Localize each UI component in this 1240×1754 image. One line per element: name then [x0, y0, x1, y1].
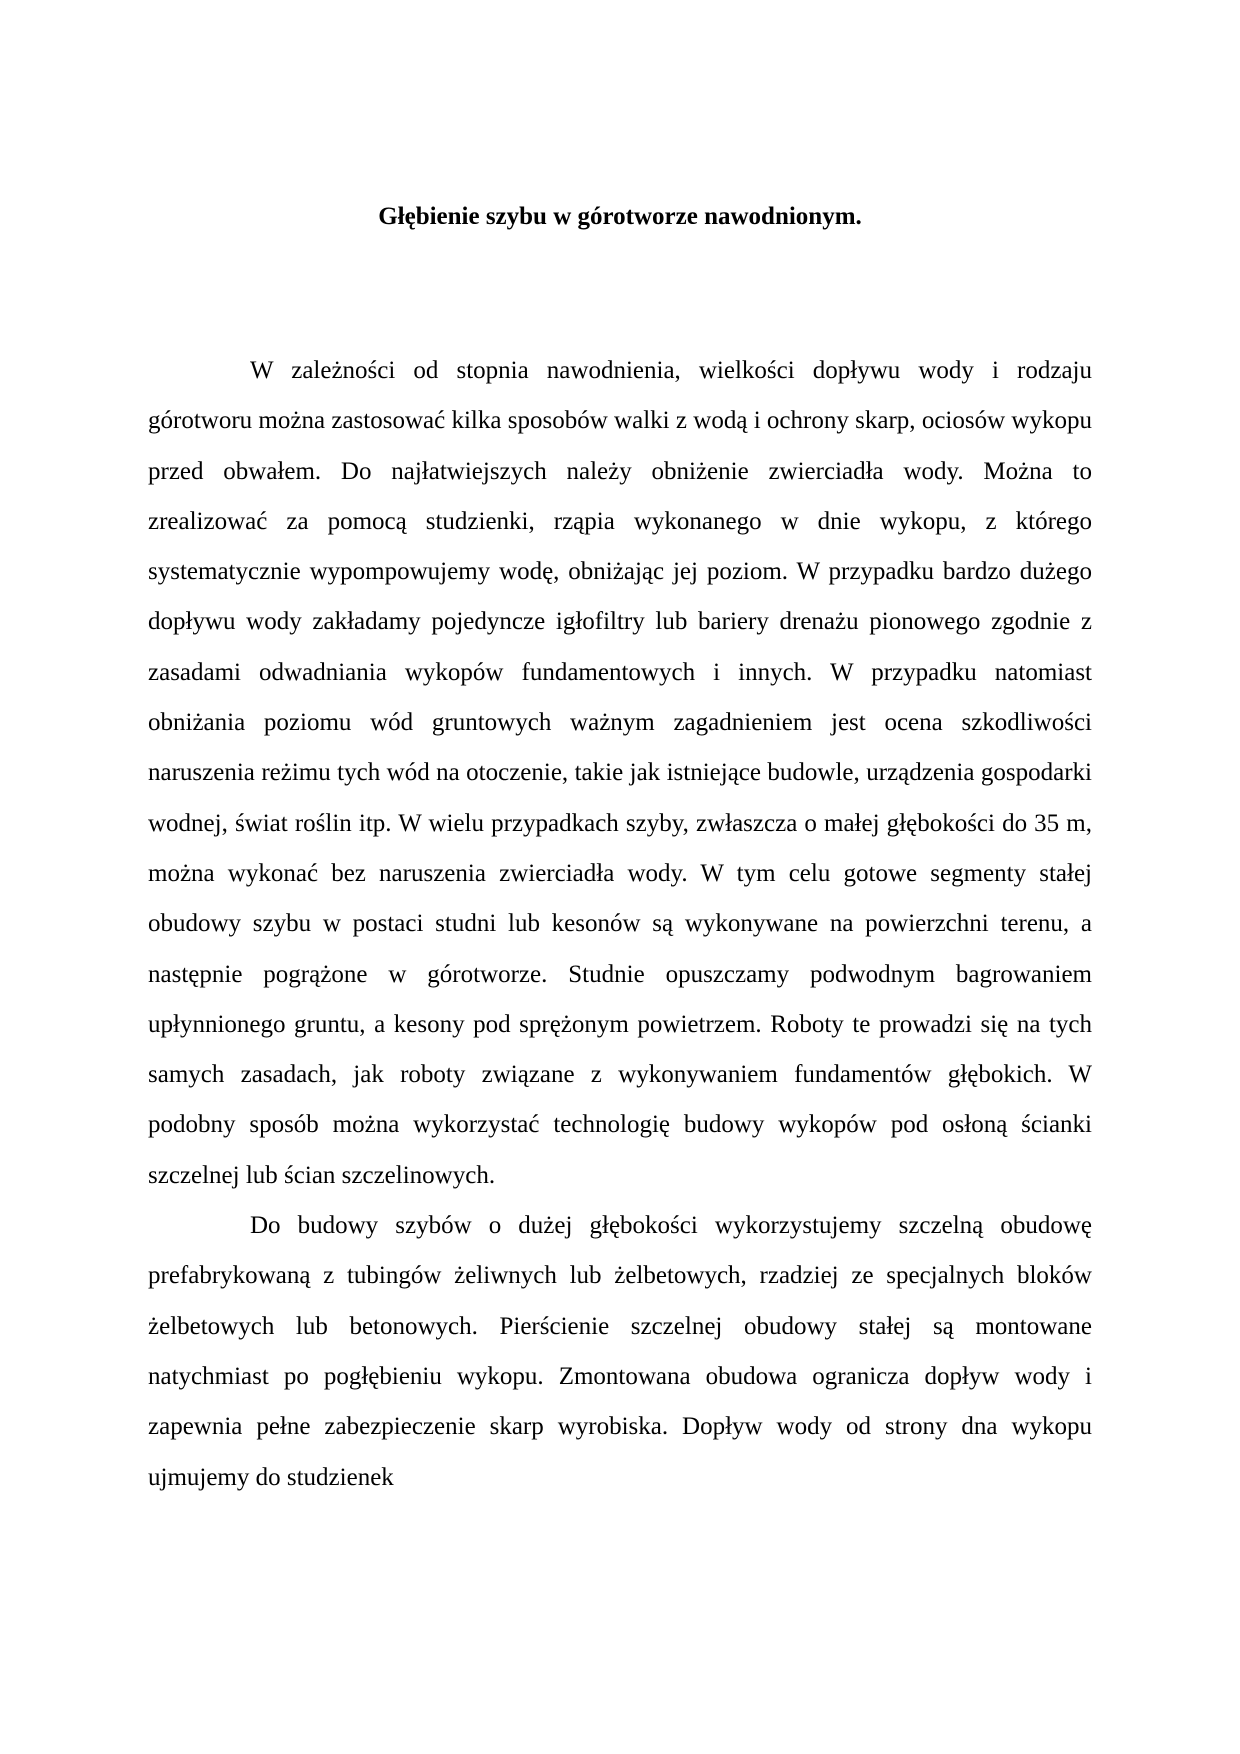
paragraph-dewatering: W zależności od stopnia nawodnienia, wielkości dopływu wody i rodzaju górotworu można zastosować kilka sposobów walki z wodą i ochrony skarp, ociosów wykopu przed obwałem. Do najłatwiejszych należy obniżenie zwierciadła wody. Można to zrealizować za pomocą studzienki, rząpia wykonanego w dnie wykopu, z którego systematycznie wypompowujemy wodę, obniżając jej poziom. W przypadku bardzo dużego dopływu wody zakładamy pojedyncze igłofiltry lub bariery drenażu pionowego zgodnie z zasadami odwadniania wykopów fundamentowych i innych. W przypadku natomiast obniżania poziomu wód gruntowych ważnym zagadnieniem jest ocena szkodliwości naruszenia reżimu tych wód na otoczenie, takie jak istniejące budowle, urządzenia gospodarki wodnej, świat roślin itp. W wielu przypadkach szyby, zwłaszcza o małej głębokości do 35 m, można wykonać bez naruszenia zwierciadła wody. W tym celu gotowe segmenty stałej obudowy szybu w postaci studni lub kesonów są wykonywane na powierzchni terenu, a następnie pogrążone w górotworze. Studnie opuszczamy podwodnym bagrowaniem upłynnionego gruntu, a kesony pod sprężonym powietrzem. Roboty te prowadzi się na tych samych zasadach, jak roboty związane z wykonywaniem fundamentów głębokich. W podobny sposób można wykorzystać technologię budowy wykopów pod osłoną ścianki szczelnej lub ścian szczelinowych.: [148, 357, 1092, 1189]
paragraph-deep-shafts: Do budowy szybów o dużej głębokości wykorzystujemy szczelną obudowę prefabrykowaną z tubingów żeliwnych lub żelbetowych, rzadziej ze specjalnych bloków żelbetowych lub betonowych. Pierścienie szczelnej obudowy stałej są montowane natychmiast po pogłębieniu wykopu. Zmontowana obudowa ogranicza dopływ wody i zapewnia pełne zabezpieczenie skarp wyrobiska. Dopływ wody od strony dna wykopu ujmujemy do studzienek: [148, 1212, 1092, 1491]
document-body: [148, 346, 1092, 1503]
document-title: Głębienie szybu w górotworze nawodnionym.: [378, 203, 862, 230]
